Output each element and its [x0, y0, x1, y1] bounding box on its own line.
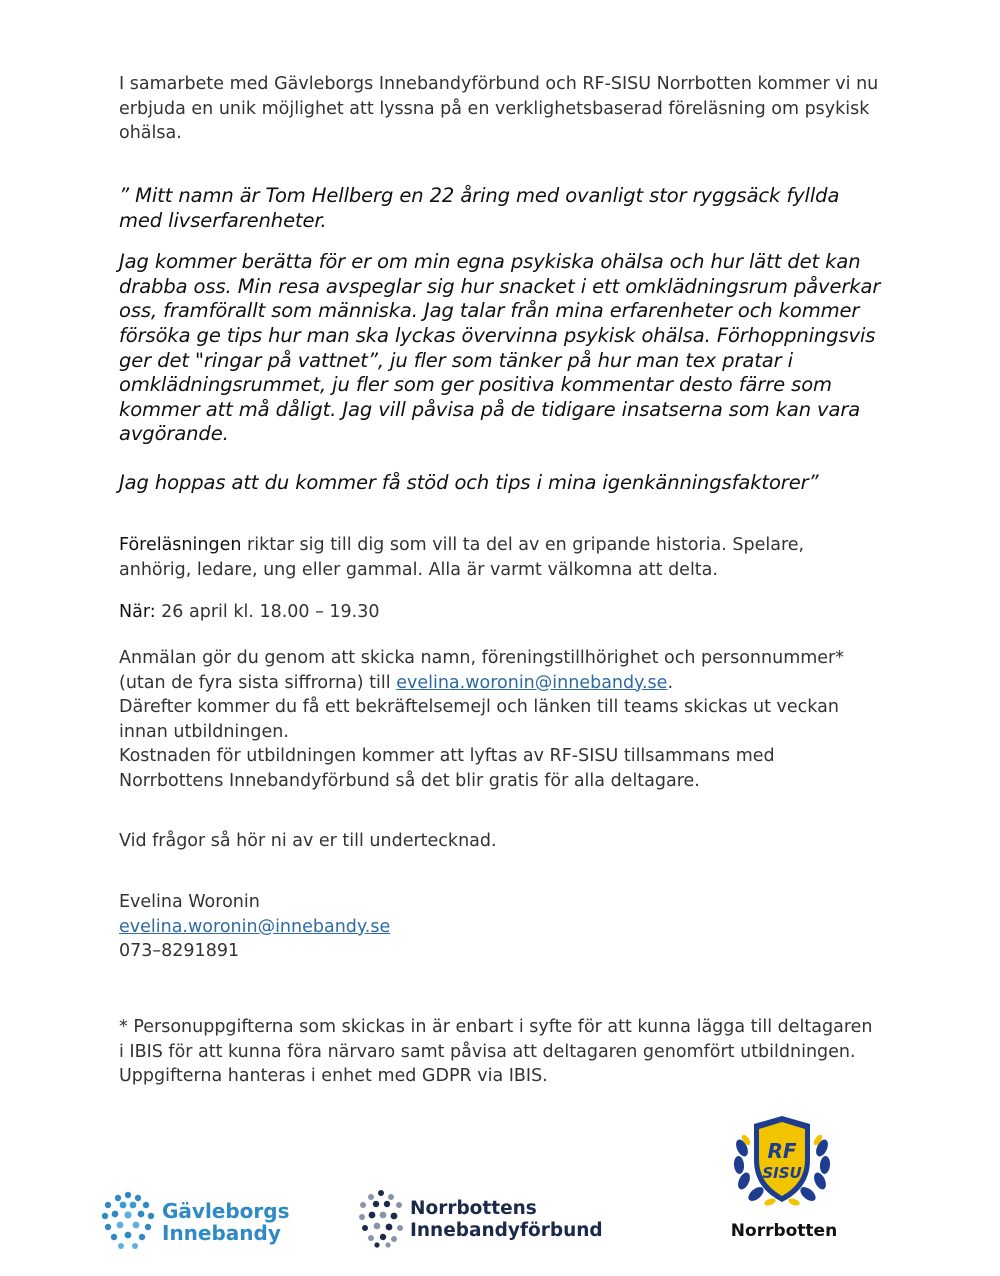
signup-cost: Kostnaden för utbildningen kommer att lyftas av RF-SISU tillsammans med Norrbottens Innebandyförbund så det blir gratis för alla deltagare.: [119, 746, 775, 791]
speaker-quote: [119, 184, 884, 496]
quote-body: Jag kommer berätta för er om min egna psykiska ohälsa och hur lätt det kan drabba oss. Min resa avspeglar sig hur snacket i ett omklädningsrum påverkar oss, framförallt som människa. Jag talar från mina erfarenheter och kommer försöka ge tips hur man ska lyckas övervinna psykisk ohälsa. Förhoppningsvis ger det "ringar på vattnet”, ju fler som tänker på hur man tex pratar i omklädningsrummet, ju fler som ger positiva kommentar desto färre som kommer att må dåligt. Jag vill påvisa på de tidigare insatserna som kan vara avgörande.: [119, 250, 881, 446]
signup-period: .: [667, 672, 674, 693]
questions-line: Vid frågor så hör ni av er till undertecknad.: [119, 831, 497, 851]
footnote-gdpr-handling: Uppgifterna hanteras i enhet med GDPR via IBIS.: [119, 1066, 548, 1086]
signup-text: Anmälan gör du genom att skicka namn, föreningstillhörighet och personnummer* (utan de fyra sista siffrorna) till: [119, 648, 844, 693]
when-line: [119, 600, 879, 625]
rf-sisu-emblem-top-text: RF: [767, 1139, 797, 1163]
gavleborgs-dots-icon: [100, 1190, 156, 1252]
norrbottens-logo-line2: Innebandyförbund: [410, 1220, 603, 1241]
norrbottens-dots-icon: [358, 1188, 404, 1248]
lecture-paragraph: [119, 533, 879, 582]
contact-email-link[interactable]: evelina.woronin@innebandy.se: [119, 916, 391, 937]
when-text: 26 april kl. 18.00 – 19.30: [155, 602, 380, 622]
contact-phone: 073–8291891: [119, 941, 240, 961]
lecture-label: Föreläsningen: [119, 535, 242, 555]
rf-sisu-caption: Norrbotten: [730, 1221, 838, 1241]
footnote-block: [119, 1015, 879, 1089]
norrbottens-innebandyforbund-logo: [358, 1188, 603, 1254]
norrbottens-logo-text: [410, 1198, 603, 1242]
lecture-text: riktar sig till dig som vill ta del av en gripande historia. Spelare, anhörig, ledare, ung eller gammal. Alla är varmt välkomna att delta.: [119, 535, 805, 580]
contact-email-line: [119, 915, 519, 940]
contact-block: [119, 890, 519, 964]
when-label: När:: [119, 602, 156, 622]
signup-section: [119, 646, 884, 793]
rf-sisu-norrbotten-logo: [722, 1110, 846, 1246]
signup-email-link[interactable]: evelina.woronin@innebandy.se: [396, 672, 668, 693]
quote-intro: ” Mitt namn är Tom Hellberg en 22 åring med ovanligt stor ryggsäck fyllda med livserfarenheter.: [119, 184, 840, 232]
rf-sisu-emblem-icon: [730, 1110, 834, 1210]
gavleborgs-logo-text: [162, 1200, 290, 1244]
contact-name: Evelina Woronin: [119, 892, 260, 912]
intro-paragraph: I samarbete med Gävleborgs Innebandyförbund och RF-SISU Norrbotten kommer vi nu erbjuda en unik möjlighet att lyssna på en verklighetsbaserad föreläsning om psykisk ohälsa.: [119, 74, 879, 143]
gavleborgs-logo-line1: Gävleborgs: [162, 1199, 290, 1223]
norrbottens-logo-line1: Norrbottens: [410, 1198, 537, 1219]
rf-sisu-emblem-bottom-text: SISU: [762, 1164, 802, 1182]
signup-instructions: [119, 646, 884, 695]
gavleborgs-innebandy-logo: [100, 1190, 310, 1256]
signup-confirmation: Därefter kommer du få ett bekräftelsemejl och länken till teams skickas ut veckan innan utbildningen.: [119, 697, 839, 742]
gavleborgs-logo-line2: Innebandy: [162, 1221, 281, 1245]
footnote-gdpr-purpose: * Personuppgifterna som skickas in är enbart i syfte för att kunna lägga till deltagaren i IBIS för att kunna föra närvaro samt påvisa att deltagaren genomfört utbildningen.: [119, 1017, 873, 1062]
quote-closing: Jag hoppas att du kommer få stöd och tips i mina igenkänningsfaktorer”: [119, 470, 819, 494]
